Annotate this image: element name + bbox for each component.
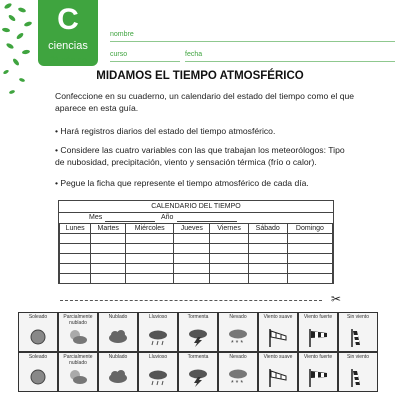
rain-icon [148,367,168,387]
calendar-cell[interactable] [60,234,91,244]
calendar-cell[interactable] [91,264,126,274]
course-line[interactable] [110,61,180,62]
name-line[interactable] [110,41,395,42]
weather-card-label: Viento suave [263,314,293,320]
year-label: Año [161,214,174,221]
scissors-icon: ✂ [331,292,342,306]
name-label: nombre [110,31,134,38]
calendar-cell[interactable] [210,264,248,274]
windsock-strong-icon [308,367,328,387]
weather-card-sun[interactable] [18,312,58,352]
windsock-calm-icon [348,367,368,387]
weather-card-label: Nevado [229,314,247,320]
subject-label: ciencias [48,40,88,52]
weather-card-label: Parcialmente nublado [63,314,93,326]
weather-card-label: Nublado [108,314,128,320]
weather-card-label: Viento fuerte [303,354,333,360]
cloud-icon [108,367,128,387]
calendar-cell[interactable] [126,254,174,264]
weather-card-cloud[interactable] [98,312,138,352]
calendar-cell[interactable] [287,234,332,244]
calendar-cell[interactable] [174,234,210,244]
calendar-header-row [60,224,333,234]
cut-line [60,300,322,301]
weather-card-cloud[interactable] [98,352,138,392]
storm-icon [188,327,208,347]
weather-card-rain[interactable] [138,312,178,352]
weather-card-label: Tormenta [187,314,209,320]
calendar-cell[interactable] [210,244,248,254]
calendar-cell[interactable] [91,254,126,264]
weather-card-snow[interactable] [218,312,258,352]
weather-card-windsock-strong[interactable] [298,352,338,392]
calendar-cell[interactable] [287,254,332,264]
day-header: Miércoles [126,224,174,234]
calendar-cell[interactable] [210,234,248,244]
calendar-cell[interactable] [91,244,126,254]
partly-cloudy-icon [68,367,88,387]
weather-card-label: Soleado [28,354,48,360]
calendar-cell[interactable] [248,264,287,274]
weather-card-label: Sin viento [347,354,369,360]
weather-card-partly-cloudy[interactable] [58,312,98,352]
calendar-cell[interactable] [248,234,287,244]
weather-card-rain[interactable] [138,352,178,392]
weather-card-label: Tormenta [187,354,209,360]
weather-card-label: Soleado [28,314,48,320]
storm-icon [188,367,208,387]
weather-card-label: Viento suave [263,354,293,360]
partly-cloudy-icon [68,327,88,347]
bullet-3: • Pegue la ficha que represente el tiempo atmosférico de cada día. [55,178,309,188]
calendar-cell[interactable] [248,254,287,264]
date-line[interactable] [185,61,395,62]
weather-card-label: Lluvioso [148,354,168,360]
calendar-cell[interactable] [287,244,332,254]
month-line[interactable] [105,221,155,222]
calendar-cell[interactable] [248,244,287,254]
weather-card-label: Nevado [229,354,247,360]
windsock-light-icon [268,367,288,387]
calendar-cell[interactable] [174,264,210,274]
calendar-cell[interactable] [174,254,210,264]
day-header: Jueves [174,224,210,234]
calendar-cell[interactable] [248,274,287,284]
month-label: Mes [89,214,103,221]
weather-card-windsock-calm[interactable] [338,352,378,392]
weather-card-sun[interactable] [18,352,58,392]
weather-card-label: Sin viento [347,314,369,320]
calendar-cell[interactable] [60,254,91,264]
calendar-cell[interactable] [126,264,174,274]
calendar-row [60,254,333,264]
bullet-2: • Considere las cuatro variables con las que trabajan los meteorólogos: Tipo de nubosidad, precipitación, viento y sensación térmica (frío o calor). [55,145,345,167]
calendar-cell[interactable] [210,274,248,284]
date-label: fecha [185,51,203,58]
weather-card-storm[interactable] [178,312,218,352]
calendar-meta [59,213,333,223]
grade-label: 2º básico [50,55,87,65]
weather-card-windsock-light[interactable] [258,352,298,392]
calendar-cell[interactable] [126,234,174,244]
weather-card-windsock-light[interactable] [258,312,298,352]
weather-card-label: Nublado [108,354,128,360]
rain-icon [148,327,168,347]
logo-letter: C [57,3,79,36]
weather-card-label: Lluvioso [148,314,168,320]
weather-card-windsock-strong[interactable] [298,312,338,352]
cloud-icon [108,327,128,347]
calendar-row [60,234,333,244]
calendar-cell[interactable] [60,274,91,284]
calendar-row [60,264,333,274]
calendar-title: CALENDARIO DEL TIEMPO [59,201,333,213]
windsock-calm-icon [348,327,368,347]
course-label: curso [110,51,128,58]
year-line[interactable] [177,221,237,222]
weather-card-windsock-calm[interactable] [338,312,378,352]
calendar-grid [59,223,333,284]
calendar-cell[interactable] [60,244,91,254]
calendar-cell[interactable] [60,264,91,274]
calendar-cell[interactable] [174,274,210,284]
bullet-1: • Hará registros diarios del estado del tiempo atmosférico. [55,126,276,136]
calendar-cell[interactable] [210,254,248,264]
calendar-cell[interactable] [287,274,332,284]
calendar-row [60,244,333,254]
intro-text: Confeccione en su cuaderno, un calendario del estado del tiempo como el que aparece en esta guía. [55,91,355,113]
calendar-cell[interactable] [91,274,126,284]
svg-text:* * *: * * * [231,380,244,387]
weather-card-label: Viento fuerte [303,314,333,320]
calendar-cell[interactable] [126,244,174,254]
page-title: MIDAMOS EL TIEMPO ATMOSFÉRICO [96,70,304,82]
windsock-strong-icon [308,327,328,347]
sun-icon [28,367,48,387]
day-header: Sábado [248,224,287,234]
calendar-cell[interactable] [126,274,174,284]
calendar-row [60,274,333,284]
calendar-cell[interactable] [174,244,210,254]
weather-card-label: Parcialmente nublado [63,354,93,366]
leaves-decoration [0,0,36,110]
weather-calendar [58,200,334,284]
day-header: Viernes [210,224,248,234]
day-header: Domingo [287,224,332,234]
day-header: Lunes [60,224,91,234]
calendar-cell[interactable] [91,234,126,244]
windsock-light-icon [268,327,288,347]
weather-card-partly-cloudy[interactable] [58,352,98,392]
svg-text:* * *: * * * [231,340,244,347]
snow-icon [228,367,248,387]
weather-card-snow[interactable] [218,352,258,392]
day-header: Martes [91,224,126,234]
calendar-cell[interactable] [287,264,332,274]
weather-card-storm[interactable] [178,352,218,392]
sun-icon [28,327,48,347]
snow-icon [228,327,248,347]
